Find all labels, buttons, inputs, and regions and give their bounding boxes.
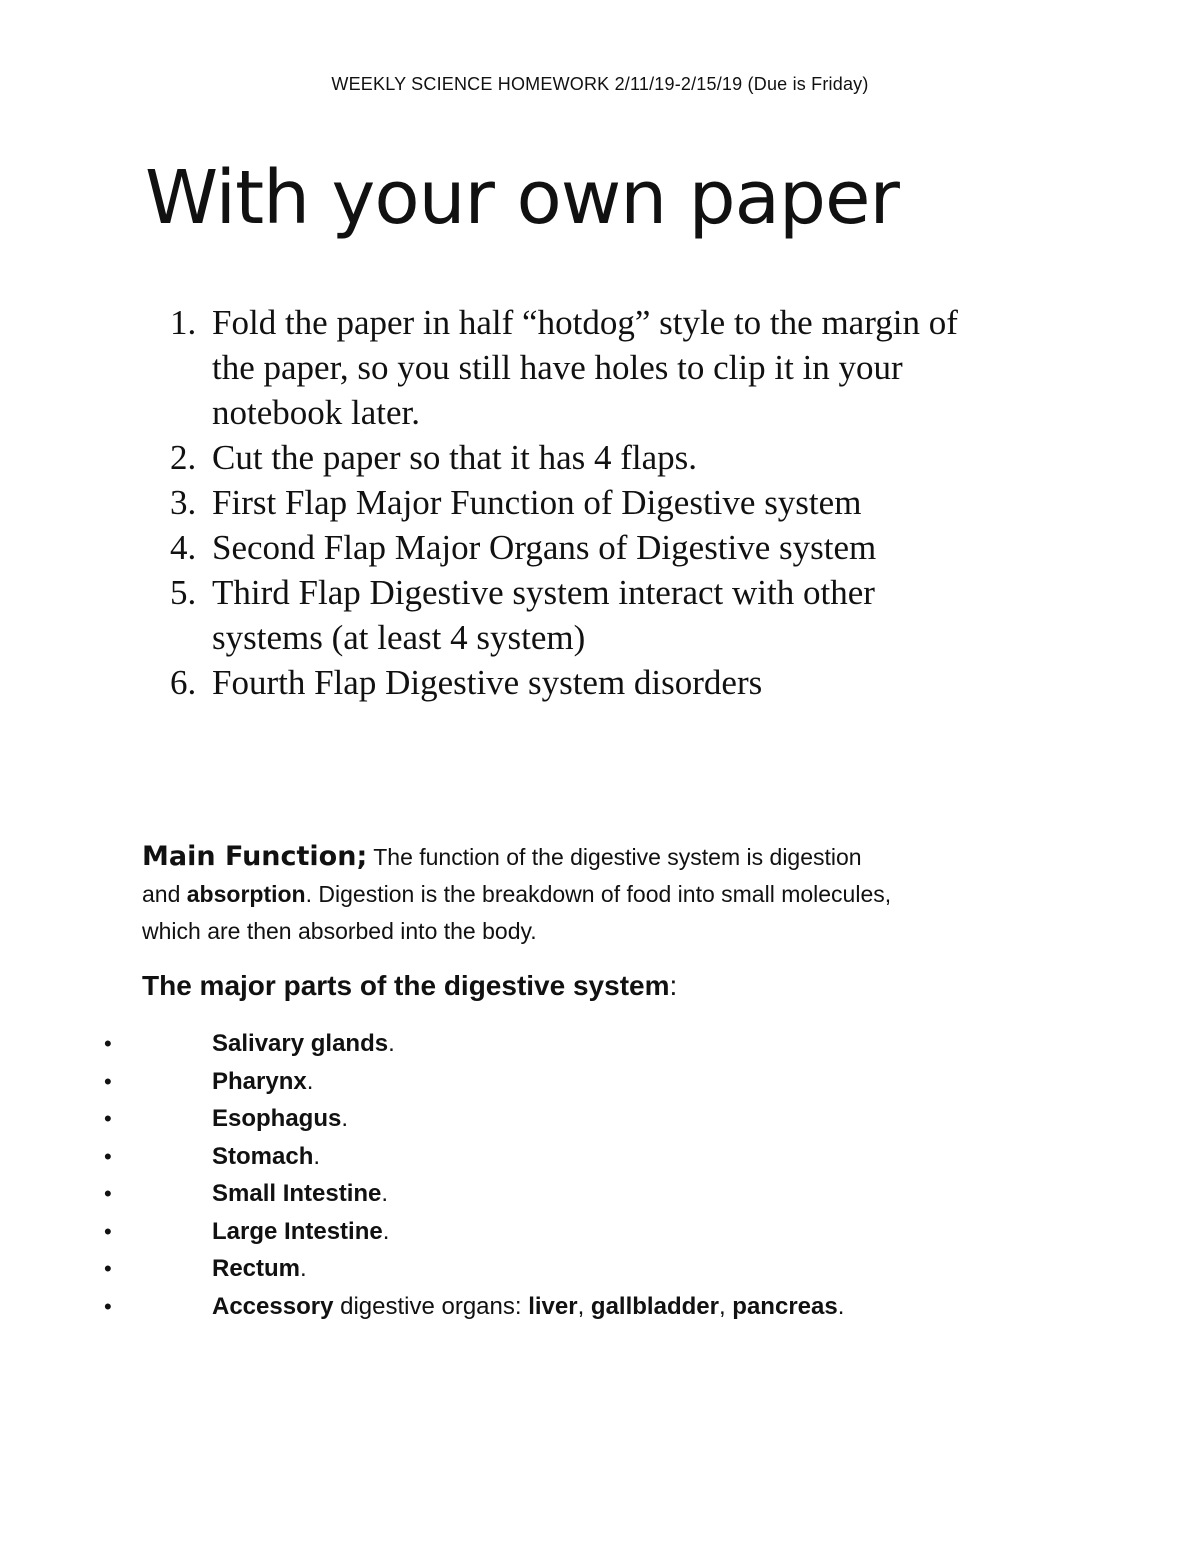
instruction-step: [170, 480, 1080, 525]
part-name: Pharynx: [212, 1067, 307, 1095]
part-punct: .: [313, 1142, 321, 1170]
page-title: With your own paper: [145, 155, 899, 241]
list-item: [0, 1213, 1100, 1251]
liver-term: liver: [528, 1292, 578, 1320]
instruction-list: [170, 300, 1080, 705]
bullet-icon: •: [104, 1293, 112, 1319]
main-function-text: and: [142, 881, 187, 907]
part-name: Esophagus: [212, 1105, 342, 1132]
part-punct: .: [300, 1255, 307, 1282]
bullet-icon: •: [104, 1068, 112, 1094]
parts-heading-colon: :: [669, 970, 678, 1001]
step-text-line: notebook later.: [212, 393, 421, 432]
bullet-icon: •: [104, 1143, 112, 1169]
part-name: Rectum: [212, 1255, 301, 1282]
part-punct: .: [382, 1217, 390, 1245]
part-name: Large Intestine: [212, 1217, 383, 1245]
parts-heading: [142, 970, 677, 1002]
step-text-line: Third Flap Digestive system interact with other: [212, 573, 875, 612]
list-item: [0, 1025, 1100, 1063]
bullet-icon: •: [104, 1256, 112, 1281]
part-name: Small Intestine: [212, 1180, 382, 1207]
main-function-paragraph: [142, 838, 1062, 950]
part-punct: .: [388, 1030, 395, 1057]
accessory-term: Accessory: [212, 1292, 334, 1320]
part-name: Salivary glands: [212, 1030, 389, 1057]
part-name: Stomach: [212, 1142, 314, 1170]
list-item: [0, 1138, 1100, 1176]
step-text-line: Second Flap Major Organs of Digestive system: [212, 528, 877, 567]
instruction-step: [170, 570, 1080, 660]
bullet-icon: •: [104, 1106, 112, 1131]
separator: ,: [577, 1292, 591, 1320]
step-text-line: systems (at least 4 system): [212, 618, 586, 657]
instruction-step: [170, 300, 1080, 435]
main-function-text: . Digestion is the breakdown of food into small molecules,: [305, 881, 892, 907]
bullet-icon: •: [104, 1181, 112, 1206]
absorption-term: absorption: [186, 881, 306, 907]
step-text-line: First Flap Major Function of Digestive system: [212, 483, 862, 522]
step-number: 1.: [170, 303, 197, 342]
step-number: 4.: [170, 528, 197, 567]
list-item: [0, 1063, 1100, 1101]
page-header: WEEKLY SCIENCE HOMEWORK 2/11/19-2/15/19 (Due is Friday): [331, 74, 869, 94]
list-item: [0, 1175, 1100, 1213]
part-punct: .: [381, 1180, 389, 1207]
bullet-icon: •: [104, 1031, 112, 1056]
list-item: [0, 1100, 1100, 1138]
step-text-line: the paper, so you still have holes to clip it in your: [212, 348, 903, 387]
step-number: 6.: [170, 663, 197, 702]
separator: ,: [718, 1292, 733, 1320]
step-number: 2.: [170, 438, 197, 477]
step-number: 5.: [170, 573, 197, 612]
instruction-step: [170, 525, 1080, 570]
pancreas-term: pancreas: [732, 1292, 838, 1320]
digestive-parts-list: [0, 1025, 1100, 1325]
bullet-icon: •: [104, 1218, 112, 1244]
gallbladder-term: gallbladder: [590, 1292, 719, 1320]
step-number: 3.: [170, 483, 197, 522]
part-punct: .: [306, 1067, 314, 1095]
accessory-text: digestive organs:: [333, 1292, 529, 1320]
instruction-step: [170, 435, 1080, 480]
main-function-label: Main Function;: [142, 841, 368, 872]
part-punct: .: [341, 1105, 349, 1132]
main-function-text: which are then absorbed into the body.: [142, 918, 537, 944]
parts-heading-text: The major parts of the digestive system: [142, 970, 670, 1001]
instruction-step: [170, 660, 1080, 705]
part-punct: .: [837, 1292, 845, 1320]
step-text-line: Fold the paper in half “hotdog” style to the margin of: [212, 303, 958, 342]
list-item: [0, 1288, 1100, 1326]
step-text-line: Cut the paper so that it has 4 flaps.: [212, 438, 698, 477]
list-item: [0, 1250, 1100, 1288]
step-text-line: Fourth Flap Digestive system disorders: [212, 663, 763, 702]
main-function-text: The function of the digestive system is digestion: [367, 844, 862, 870]
